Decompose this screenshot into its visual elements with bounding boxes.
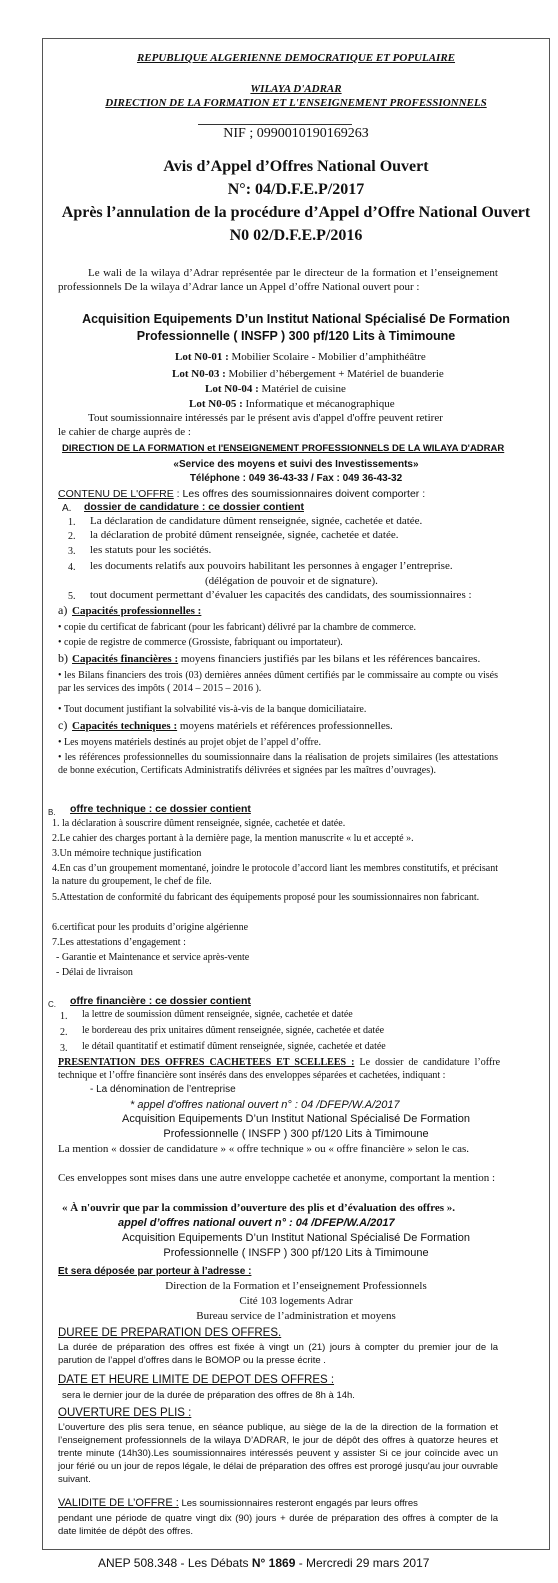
presentation-dash: - La dénomination de l’entreprise (90, 1084, 236, 1095)
object-line-2: Professionnelle ( INSFP ) 300 pf/120 Lits à Timimoune (136, 329, 456, 343)
tech-item-3: 3.Un mémoire technique justification (52, 848, 202, 859)
tech-item-1: 1. la déclaration à souscrire dûment renseignée, signée, cachetée et datée. (52, 818, 346, 829)
tech-item-5: 5.Attestation de conformité du fabricant des équipements proposé pour les soumissionnaires non fabricant. (52, 892, 480, 903)
title-line-4: N0 02/D.F.E.P/2016 (229, 227, 363, 244)
document-border (42, 38, 550, 1550)
cap-c-title: Capacités techniques : moyens matériels et références professionnelles. (72, 720, 393, 732)
intro-paragraph: Le wali de la wilaya d’Adrar représentée par le directeur de la formation et l’enseignement professionnels De la wilaya d’Adrar lance un Appel d’offre National ouvert pour : (58, 267, 498, 293)
presentation-object-1: Acquisition Equipements D’un Institut National Spécialisé De Formation (122, 1113, 470, 1125)
date-limite-label: DATE ET HEURE LIMITE DE DEPOT DES OFFRES : (58, 1374, 335, 1386)
cand-item-2: la déclaration de probité dûment renseignée, signée, cachetée et datée. (90, 529, 399, 541)
republic-heading: REPUBLIQUE ALGERIENNE DEMOCRATIQUE ET POPULAIRE (136, 52, 456, 64)
lot-05: Lot N0-05 : Informatique et mécanographique (189, 398, 395, 410)
lot-03: Lot N0-03 : Mobilier d’hébergement + Matériel de buanderie (172, 368, 444, 380)
section-c-title: offre financière : ce dossier contient (70, 995, 251, 1007)
wilaya-heading: WILAYA D'ADRAR (250, 83, 342, 95)
cap-c-item-2: • les références professionnelles du soumissionnaire dans la réalisation de projets similaires (les attestations de bonne exécution, Certificats Administratifs délivrées et signées par les maîtres d’ouvrages). (58, 752, 498, 776)
presentation-mention: La mention « dossier de candidature » « offre technique » ou « offre financière » selon le cas. (58, 1143, 470, 1155)
retrait-line-1: Tout soumissionnaire intéressés par le présent avis d'appel d'offre peuvent retirer (88, 412, 443, 424)
date-limite-text: sera le dernier jour de la durée de préparation des offres de 8h à 14h. (62, 1390, 355, 1401)
tech-item-4: 4.En cas d’un groupement momentané, joindre le protocole d’accord liant les membres constitutifs, et précisant la nature du groupement, le chef de file. (52, 863, 498, 887)
tech-item-guarantee: - Garantie et Maintenance et service après-vente (56, 952, 250, 963)
validite-line: VALIDITE DE L’OFFRE : Les soumissionnaires resteront engagés par leurs offres (58, 1497, 418, 1509)
cand-item-4: les documents relatifs aux pouvoirs habilitant les personnes à engager l’entreprise. (90, 560, 453, 572)
retrait-service: «Service des moyens et suivi des Investissements» (173, 459, 419, 470)
presentation-object-4: Professionnelle ( INSFP ) 300 pf/120 Lits à Timimoune (163, 1247, 429, 1259)
lot-04: Lot N0-04 : Matériel de cuisine (205, 383, 346, 395)
cand-item-4-num: 4. (68, 562, 76, 573)
cap-a-title: Capacités professionnelles : (72, 605, 202, 617)
presentation-ref-1: * appel d'offres national ouvert n° : 04 /DFEP/W.A/2017 (130, 1099, 400, 1111)
section-b-title: offre technique : ce dossier contient (70, 803, 251, 815)
nif-number: NIF ; 099001019016926З (223, 126, 369, 141)
depot-address-3: Bureau service de l’administration et moyens (196, 1310, 396, 1322)
depot-address-2: Cité 103 logements Adrar (239, 1295, 353, 1307)
retrait-direction: DIRECTION DE LA FORMATION et l'ENSEIGNEMENT PROFESSIONNELS DE LA WILAYA D'ADRAR (62, 443, 505, 454)
cap-a-marker: a) (58, 603, 68, 617)
object-line-1: Acquisition Equipements D’un Institut National Spécialisé De Formation (82, 312, 510, 326)
cap-a-item-2: • copie de registre de commerce (Grossiste, fabriquant ou importateur). (58, 637, 343, 648)
tech-item-2: 2.Le cahier des charges portant à la dernière page, la mention manuscrite « lu et accepté ». (52, 833, 414, 844)
section-b-marker: B. (48, 808, 56, 817)
cap-a-item-1: • copie du certificat de fabricant (pour les fabricant) délivré par la chambre de commerce. (58, 622, 417, 633)
cap-c-marker: c) (58, 718, 68, 732)
cap-c-item-1: • Les moyens matériels destinés au projet objet de l’appel d’offre. (58, 737, 321, 748)
retrait-line-2: le cahier de charge auprès de : (58, 426, 191, 438)
lot-01: Lot N0-01 : Mobilier Scolaire - Mobilier d’amphithéâtre (175, 351, 426, 363)
cap-b-item-1: • les Bilans financiers des trois (03) dernières années dûment certifiés par le commissaire au compte ou visés par les services des impôts ( 2014 – 2015 – 2016 ). (58, 670, 498, 694)
presentation-object-3: Acquisition Equipements D’un Institut National Spécialisé De Formation (122, 1232, 470, 1244)
section-c-marker: C. (48, 1000, 56, 1009)
retrait-phone: Téléphone : 049 36-43-33 / Fax : 049 36-43-32 (189, 473, 403, 484)
contenu-offre: CONTENU DE L'OFFRE : Les offres des soumissionnaires doivent comporter : (58, 488, 426, 500)
section-a-title: dossier de candidature : ce dossier contient (84, 501, 304, 513)
fin-item-1: la lettre de soumission dûment renseignée, signée, cachetée et datée (82, 1009, 353, 1020)
section-a-marker: A. (62, 503, 72, 514)
cap-b-title: Capacités financières : moyens financiers justifiés par les bilans et les références bancaires. (72, 653, 481, 665)
presentation-object-2: Professionnelle ( INSFP ) 300 pf/120 Lits à Timimoune (163, 1128, 429, 1140)
presentation-paragraph: PRESENTATION DES OFFRES CACHETEES ET SCELLEES : Le dossier de candidature l’offre technique et l’offre financière sont insérés dans des enveloppes séparées et cachetées, indiquant : (58, 1057, 501, 1081)
cap-b-item-2: • Tout document justifiant la solvabilité vis-à-vis de la banque domiciliataire. (58, 704, 367, 715)
cand-item-5: tout document permettant d’évaluer les capacités des candidats, des soumissionnaires : (90, 589, 472, 601)
cand-item-3-num: 3. (68, 546, 76, 557)
presentation-ref-2: appel d’offres national ouvert n° : 04 /DFEP/W.A/2017 (118, 1217, 395, 1229)
cand-item-2-num: 2. (68, 531, 76, 542)
presentation-envelope: Ces enveloppes sont mises dans une autre enveloppe cachetée et anonyme, comportant la mention : (58, 1172, 496, 1184)
cand-item-1: La déclaration de candidature dûment renseignée, signée, cachetée et datée. (90, 515, 423, 527)
presentation-quote: « À n'ouvrir que par la commission d’ouverture des plis et d’évaluation des offres ». (62, 1202, 456, 1214)
title-line-3: Après l’annulation de la procédure d’Appel d’Offre National Ouvert (61, 204, 531, 221)
fin-item-2-num: 2. (60, 1027, 68, 1038)
duree-label: DUREE DE PREPARATION DES OFFRES. (58, 1327, 282, 1339)
publication-footer: ANEP 508.348 - Les Débats N° 1869 - Mercredi 29 mars 2017 (98, 1556, 430, 1570)
depot-label: Et sera déposée par porteur à l’adresse : (58, 1266, 252, 1277)
cap-b-marker: b) (58, 651, 68, 665)
direction-heading: DIRECTION DE LA FORMATION ET L'ENSEIGNEMENT PROFESSIONNELS (105, 97, 487, 109)
fin-item-3-num: 3. (60, 1043, 68, 1054)
tech-item-6: 6.certificat pour les produits d’origine algérienne (52, 922, 249, 933)
fin-item-3: le détail quantitatif et estimatif dûment renseignée, signée, cachetée et datée (82, 1041, 386, 1052)
cand-item-1-num: 1. (68, 517, 76, 528)
title-line-2: N°: 04/D.F.E.P/2017 (227, 181, 365, 198)
tech-item-7: 7.Les attestations d’engagement : (52, 937, 186, 948)
ouverture-label: OUVERTURE DES PLIS : (58, 1407, 192, 1419)
title-line-1: Avis d’Appel d’Offres National Ouvert (163, 158, 429, 175)
tech-item-delay: - Délai de livraison (56, 967, 133, 978)
depot-address-1: Direction de la Formation et l’enseignement Professionnels (165, 1280, 427, 1292)
cand-item-5-num: 5. (68, 591, 76, 602)
ouverture-text: L’ouverture des plis sera tenue, en séance publique, au siège de la de la direction de la formation et l’enseignement professionnels de la wilaya D’ADRAR, le jour de dépôt des offres à quatorze heures et trente minute (14h30).Les soumissionnaires intéressés peuvent y assister Si ce jour coïncide avec un jour férié ou un jour de repos légale, le délai de préparation des offres est prorogé jusqu'au jour ouvrable suivant. (58, 1422, 498, 1485)
fin-item-2: le bordereau des prix unitaires dûment renseignée, signée, cachetée et datée (82, 1025, 385, 1036)
cand-item-3: les statuts pour les sociétés. (90, 544, 212, 556)
validite-text: pendant une période de quatre vingt dix (90) jours + durée de préparation des offres à compter de la date limitée de dépôt des offres. (58, 1513, 498, 1537)
cand-item-4-continued: (délégation de pouvoir et de signature). (205, 575, 378, 587)
duree-text: La durée de préparation des offres est fixée à vingt un (21) jours à compter du premier jour de la parution de l’appel d’offres dans le BOMOP ou la presse écrite . (58, 1342, 498, 1366)
fin-item-1-num: 1. (60, 1011, 68, 1022)
